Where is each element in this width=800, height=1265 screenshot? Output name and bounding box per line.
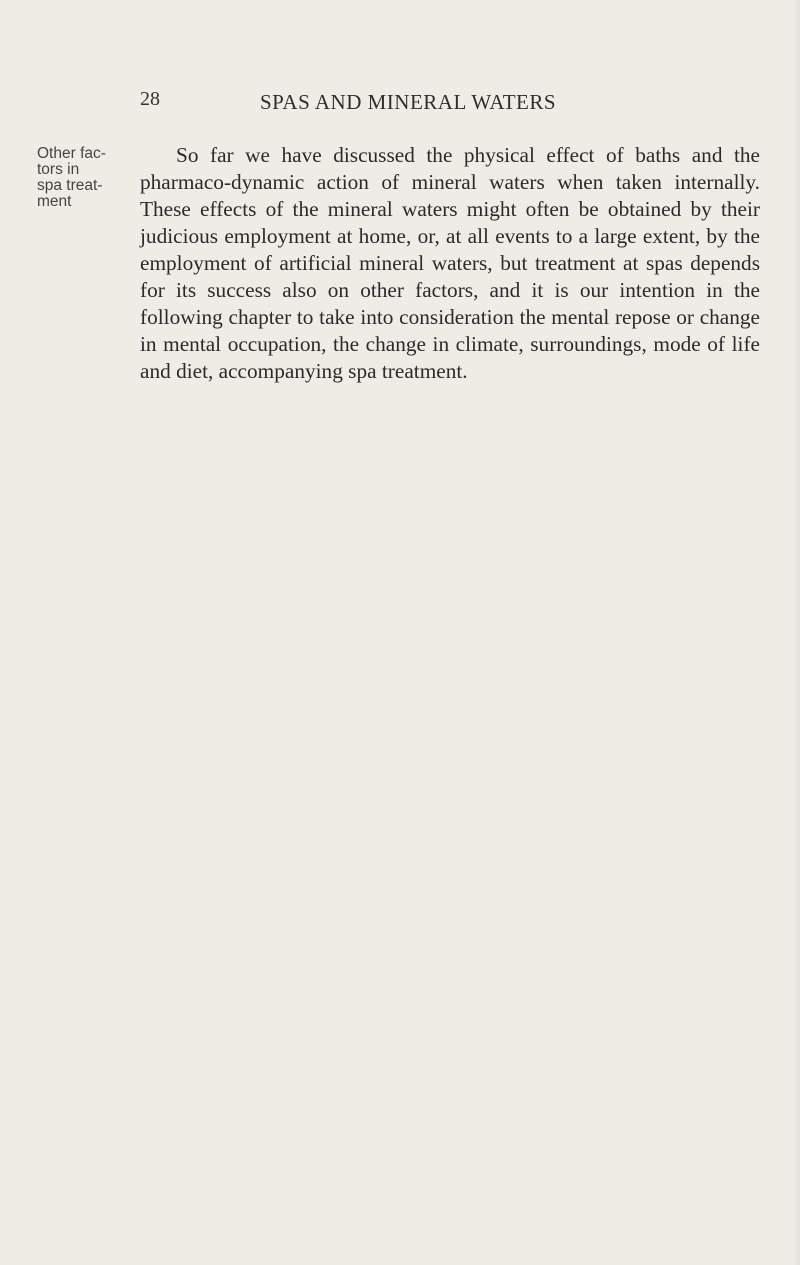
margin-note-line: ment: [37, 193, 72, 210]
margin-note-line: spa treat-: [37, 177, 103, 194]
margin-note-line: Other fac-: [37, 145, 106, 162]
body-paragraph: So far we have discussed the physical effect of baths and the pharmaco-dynamic action of mineral waters when taken internally. These effects of the mineral waters might often be obtained by their judicious employment at home, or, at all events to a large extent, by the employment of artificial mineral waters, but treatment at spas depends for its success also on other factors, and it is our intention in the following chapter to take into consideration the mental repose or change in mental occupation, the change in climate, surroundings, mode of life and diet, accompanying spa treatment.: [140, 143, 760, 383]
margin-note-line: tors in: [37, 161, 80, 178]
running-title: SPAS AND MINERAL WATERS: [260, 90, 557, 114]
page-number: 28: [140, 88, 160, 110]
margin-note: [37, 146, 127, 210]
page-edge-shade: [794, 0, 800, 1265]
page-header: [140, 88, 760, 118]
